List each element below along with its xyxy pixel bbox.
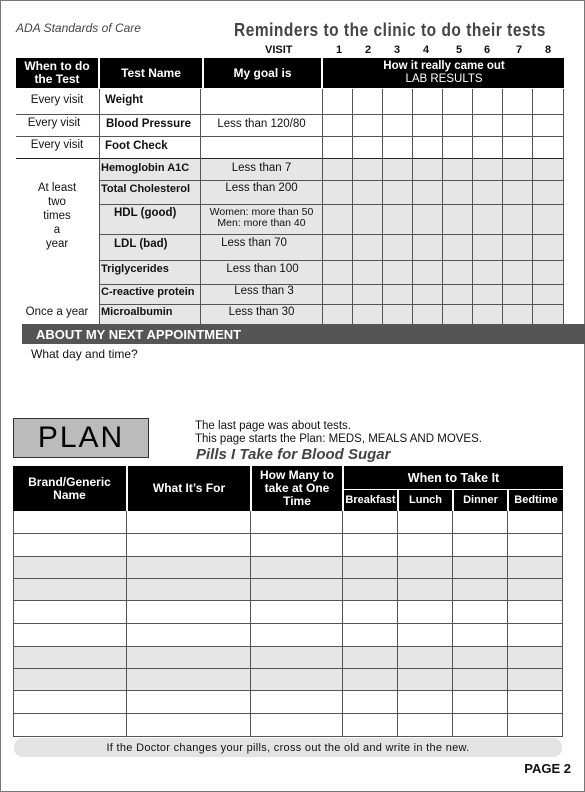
visit-number-8: 8: [545, 44, 552, 56]
at-least-line1: At least: [37, 182, 77, 194]
goal-blood-pressure: Less than 120/80: [217, 118, 306, 130]
visit-number-5: 5: [456, 44, 463, 56]
time-breakfast: Breakfast: [345, 494, 396, 506]
goal-hdl-women: Women: more than 50: [209, 206, 314, 218]
test-total-cholesterol: Total Cholesterol: [101, 183, 191, 195]
test-blood-pressure: Blood Pressure: [106, 118, 191, 130]
at-least-line3: times: [43, 210, 71, 222]
plan-badge: [13, 418, 149, 458]
plan-intro-line2: This page starts the Plan: MEDS, MEALS AND MOVES.: [195, 433, 482, 445]
lab-results-grid: [16, 89, 564, 325]
results-header-line2: LAB RESULTS: [405, 73, 483, 85]
when-at-least-two-times: [16, 181, 98, 251]
time-bedtime: Bedtime: [514, 494, 558, 506]
col-goal-header: My goal is: [233, 65, 292, 80]
col-when-header: When to do the Test: [24, 59, 90, 86]
goal-triglycerides: Less than 100: [226, 263, 299, 275]
at-least-line2: two: [48, 196, 66, 208]
visit-number-7: 7: [516, 44, 523, 56]
pills-grid: [13, 511, 563, 737]
pills-title: Pills I Take for Blood Sugar: [196, 446, 391, 463]
goal-total-cholesterol: Less than 200: [225, 182, 298, 194]
visit-number-4: 4: [423, 44, 430, 56]
results-header-line1: How it really came out: [383, 60, 505, 72]
when-once-a-year: Once a year: [25, 306, 89, 318]
goal-c-reactive: Less than 3: [234, 285, 294, 297]
test-hdl: HDL (good): [114, 207, 177, 219]
test-ldl: LDL (bad): [114, 238, 168, 250]
ada-standards-label: ADA Standards of Care: [16, 21, 141, 35]
col-test-header: Test Name: [121, 65, 181, 80]
goal-ldl: Less than 70: [221, 237, 287, 249]
lab-table-header: [16, 58, 564, 88]
when-every-visit-2: Every visit: [27, 117, 81, 129]
when-every-visit-1: Every visit: [30, 94, 84, 106]
test-hemoglobin-a1c: Hemoglobin A1C: [101, 162, 190, 174]
time-dinner: Dinner: [463, 494, 498, 506]
appointment-banner: ABOUT MY NEXT APPOINTMENT: [22, 324, 585, 344]
pills-table-header: [13, 466, 563, 511]
test-microalbumin: Microalbumin: [101, 306, 173, 318]
at-least-line4: a: [53, 224, 61, 236]
at-least-line5: year: [45, 238, 69, 250]
doctor-change-note: If the Doctor changes your pills, cross out the old and write in the new.: [14, 738, 562, 757]
test-c-reactive-protein: C-reactive protein: [101, 286, 195, 298]
time-lunch: Lunch: [409, 494, 442, 506]
goal-hemoglobin: Less than 7: [231, 162, 292, 174]
goal-microalbumin: Less than 30: [228, 306, 295, 318]
plan-badge-text: PLAN: [37, 421, 125, 454]
visit-number-1: 1: [336, 44, 343, 56]
test-foot-check: Foot Check: [105, 140, 168, 152]
visit-number-2: 2: [365, 44, 372, 56]
col-results-header: [324, 58, 564, 88]
page-number: PAGE 2: [524, 761, 571, 776]
col-what-for: What It’s For: [152, 481, 226, 495]
test-triglycerides: Triglycerides: [101, 263, 169, 275]
plan-intro-line1: The last page was about tests.: [195, 420, 351, 432]
goal-hdl-men: Men: more than 40: [217, 217, 306, 229]
appointment-prompt: What day and time?: [31, 347, 138, 361]
visit-number-6: 6: [484, 44, 491, 56]
when-every-visit-3: Every visit: [30, 139, 84, 151]
col-brand-name: Brand/Generic Name: [28, 474, 111, 502]
col-how-many: How Many to take at One Time: [260, 468, 334, 508]
reminders-title: Reminders to the clinic to do their tests: [234, 20, 546, 40]
visit-label: VISIT: [265, 44, 293, 56]
test-weight: Weight: [105, 94, 144, 106]
goal-hdl: [201, 207, 322, 229]
visit-number-3: 3: [394, 44, 401, 56]
col-when-to-take: When to Take It: [407, 470, 500, 485]
